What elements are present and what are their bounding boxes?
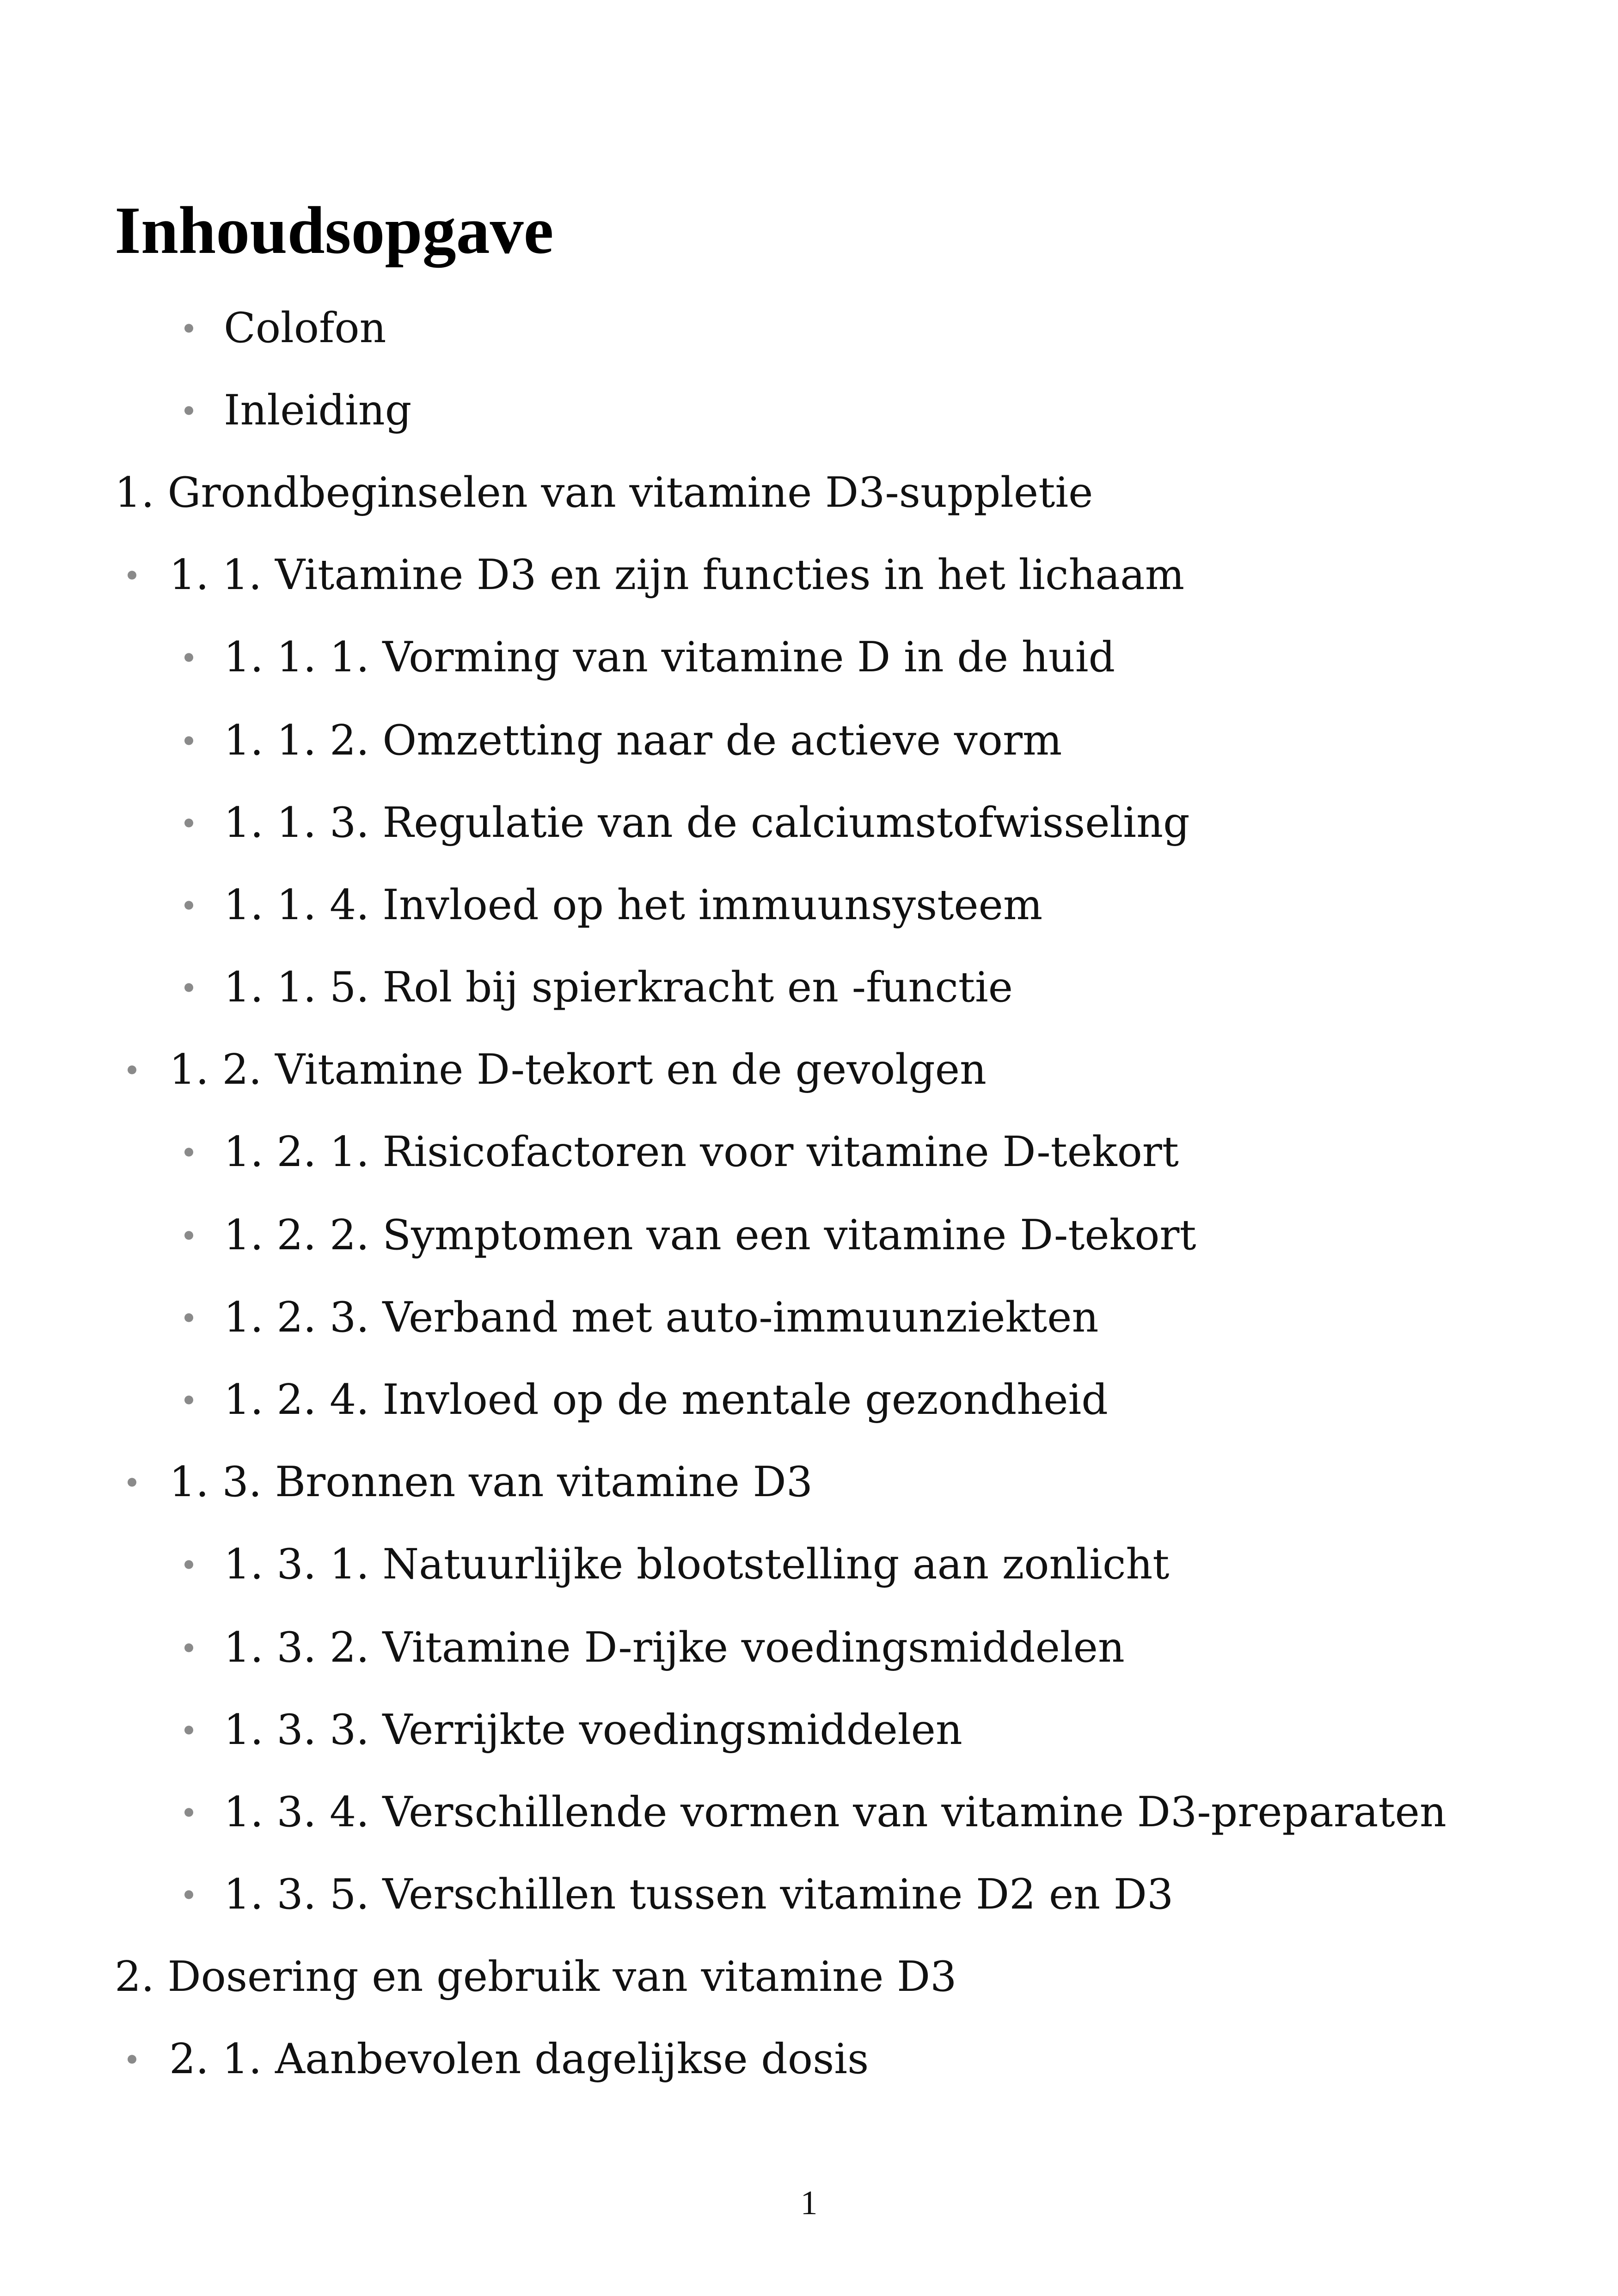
toc-entry-section-1-3-3[interactable] xyxy=(224,1706,962,1754)
bullet-icon xyxy=(184,737,193,745)
bullet-icon xyxy=(184,1560,193,1569)
toc-entry-label: 1. 3. 2. Vitamine D-rijke voedingsmiddelen xyxy=(224,1623,1125,1672)
toc-entry-inleiding[interactable] xyxy=(224,386,412,435)
bullet-icon xyxy=(184,1231,193,1240)
toc-entry-label: 1. 2. 3. Verband met auto-immuunziekten xyxy=(224,1293,1099,1342)
toc-entry-label: 1. 2. 2. Symptomen van een vitamine D-tekort xyxy=(224,1211,1196,1259)
toc-entry-section-1-1-3[interactable] xyxy=(224,798,1190,847)
bullet-icon xyxy=(128,2055,136,2064)
toc-entry-section-1-2-2[interactable] xyxy=(224,1211,1196,1259)
bullet-icon xyxy=(184,1726,193,1735)
toc-entry-label: 1. 1. 2. Omzetting naar de actieve vorm xyxy=(224,716,1062,765)
toc-entry-section-1-1[interactable] xyxy=(169,551,1185,599)
toc-entry-label: 1. 1. 5. Rol bij spierkracht en -functie xyxy=(224,963,1013,1012)
bullet-icon xyxy=(184,324,193,333)
toc-entry-label: 2. Dosering en gebruik van vitamine D3 xyxy=(115,1952,957,2001)
toc-entry-label: 2. 1. Aanbevolen dagelijkse dosis xyxy=(169,2035,869,2083)
toc-entry-label: Colofon xyxy=(224,304,386,352)
bullet-icon xyxy=(128,1066,136,1074)
toc-entry-section-1-2[interactable] xyxy=(169,1045,987,1094)
toc-entry-label: 1. 2. 1. Risicofactoren voor vitamine D-tekort xyxy=(224,1128,1179,1176)
toc-entry-label: 1. 1. 3. Regulatie van de calciumstofwisseling xyxy=(224,798,1190,847)
toc-entry-label: 1. 2. 4. Invloed op de mentale gezondheid xyxy=(224,1375,1108,1424)
page-title: Inhoudsopgave xyxy=(115,193,554,268)
bullet-icon xyxy=(184,406,193,415)
bullet-icon xyxy=(184,1808,193,1817)
bullet-icon xyxy=(184,1148,193,1157)
bullet-icon xyxy=(128,571,136,580)
toc-entry-label: 1. 1. 1. Vorming van vitamine D in de huid xyxy=(224,633,1115,681)
toc-entry-section-1-3-1[interactable] xyxy=(224,1540,1170,1589)
toc-entry-section-1-1-5[interactable] xyxy=(224,963,1013,1012)
bullet-icon xyxy=(184,901,193,910)
toc-entry-section-1-1-4[interactable] xyxy=(224,881,1043,929)
toc-entry-label: 1. 3. 5. Verschillen tussen vitamine D2 en D3 xyxy=(224,1870,1174,1919)
toc-entry-section-1-3-2[interactable] xyxy=(224,1623,1125,1672)
toc-entry-section-1-3-5[interactable] xyxy=(224,1870,1174,1919)
toc-entry-label: 1. 1. 4. Invloed op het immuunsysteem xyxy=(224,881,1043,929)
toc-entry-label: 1. 3. Bronnen van vitamine D3 xyxy=(169,1458,813,1506)
toc-entry-label: Inleiding xyxy=(224,386,412,435)
toc-entry-chapter-1[interactable] xyxy=(115,468,1093,517)
toc-entry-chapter-2[interactable] xyxy=(115,1952,957,2001)
toc-entry-section-1-3[interactable] xyxy=(169,1458,813,1506)
toc-entry-label: 1. 3. 1. Natuurlijke blootstelling aan zonlicht xyxy=(224,1540,1170,1589)
bullet-icon xyxy=(184,819,193,828)
bullet-icon xyxy=(184,1314,193,1322)
bullet-icon xyxy=(184,1644,193,1652)
toc-entry-section-1-2-3[interactable] xyxy=(224,1293,1099,1342)
toc-entry-label: 1. 1. Vitamine D3 en zijn functies in het lichaam xyxy=(169,551,1185,599)
toc-entry-colofon[interactable] xyxy=(224,304,386,352)
toc-entry-label: 1. 2. Vitamine D-tekort en de gevolgen xyxy=(169,1045,987,1094)
toc-entry-section-1-1-2[interactable] xyxy=(224,716,1062,765)
bullet-icon xyxy=(184,1891,193,1899)
page-number: 1 xyxy=(800,2184,818,2222)
bullet-icon xyxy=(128,1478,136,1487)
bullet-icon xyxy=(184,653,193,662)
bullet-icon xyxy=(184,1396,193,1405)
toc-entry-label: 1. 3. 4. Verschillende vormen van vitamine D3-preparaten xyxy=(224,1788,1446,1836)
toc-entry-section-1-1-1[interactable] xyxy=(224,633,1115,681)
toc-entry-label: 1. Grondbeginselen van vitamine D3-suppletie xyxy=(115,468,1093,517)
toc-entry-section-1-2-1[interactable] xyxy=(224,1128,1179,1176)
toc-entry-label: 1. 3. 3. Verrijkte voedingsmiddelen xyxy=(224,1706,962,1754)
toc-entry-section-1-3-4[interactable] xyxy=(224,1788,1446,1836)
bullet-icon xyxy=(184,983,193,992)
toc-entry-section-1-2-4[interactable] xyxy=(224,1375,1108,1424)
toc-entry-section-2-1[interactable] xyxy=(169,2035,869,2083)
